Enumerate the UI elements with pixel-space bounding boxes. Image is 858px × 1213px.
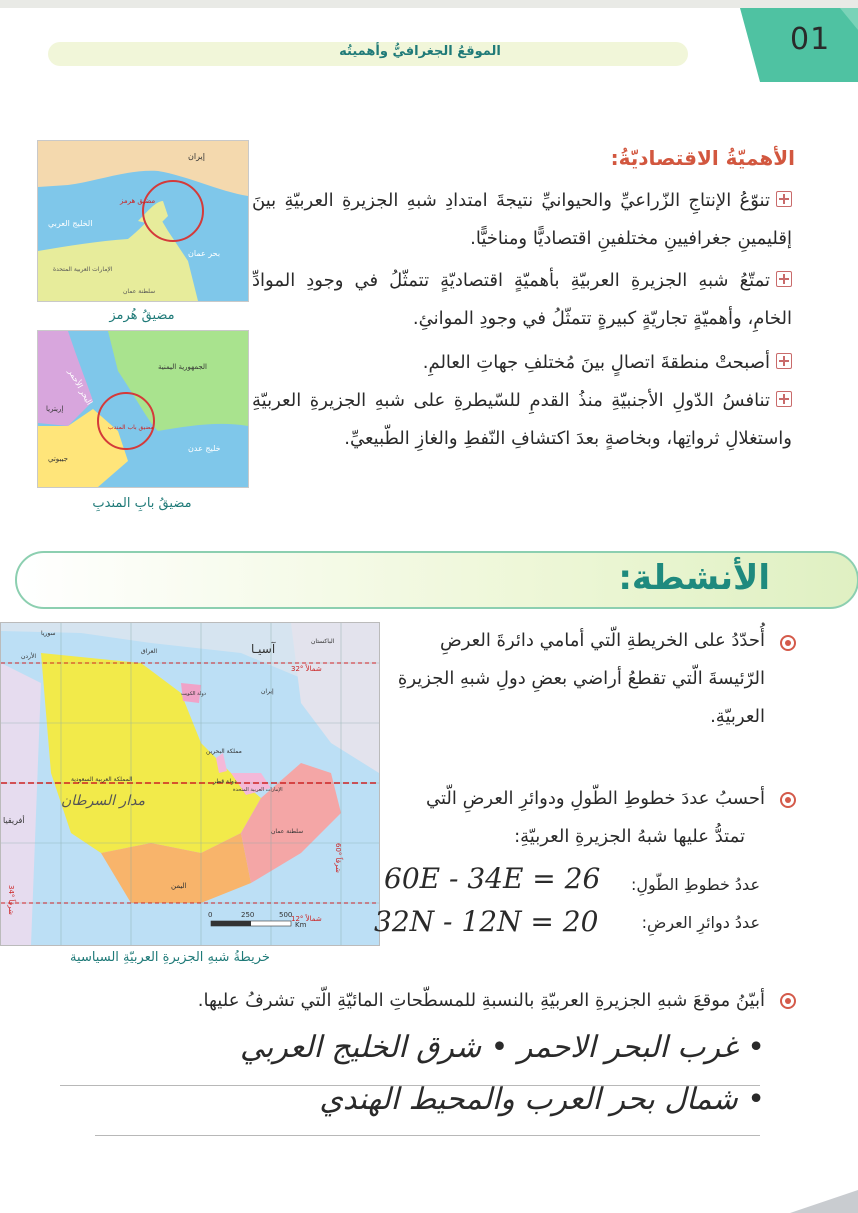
peninsula-map <box>0 622 380 946</box>
label-pakistan: الباكستان <box>311 638 335 645</box>
peninsula-caption: خريطةُ شبهِ الجزيرةِ العربيّةِ السياسية <box>70 950 270 965</box>
bullet-text: تنافسُ الدّولِ الأجنبيّةِ منذُ القدمِ للسّيطرةِ على شبهِ الجزيرةِ العربيّةِ واستغلالِ ثرواتِها، وبخاصةٍ بعدَ اكتشافِ النّفطِ والغازِ الطّبيعيِّ. <box>252 390 792 449</box>
bab-map <box>37 330 249 488</box>
plus-bullet-icon <box>776 353 792 369</box>
scale-500: 500 <box>279 911 293 919</box>
label-yemen-pen: اليمن <box>171 882 187 890</box>
economic-bullet-1 <box>252 182 792 258</box>
lon-count-answer[interactable]: 60E - 34E = 26 <box>384 862 601 895</box>
label-lon34: 34° شرقاً <box>7 885 15 915</box>
label-jordan: الأردن <box>21 653 37 660</box>
label-aden: خليج عدن <box>188 444 221 453</box>
label-oman-pen: سلطنة عمان <box>271 828 304 835</box>
economic-bullet-2 <box>252 262 792 338</box>
label-iraq: العراق <box>141 648 158 655</box>
economic-bullet-4 <box>252 382 792 458</box>
label-uae: الإمارات العربية المتحدة <box>53 266 113 273</box>
answer-line-2 <box>95 1134 760 1136</box>
label-syria: سوريا <box>41 630 56 637</box>
bab-caption: مضيقُ بابِ المندبِ <box>92 496 192 511</box>
question-1: أُحدّدُ على الخريطةِ الّتي أمامي دائرةَ العرضِ الرّئيسةَ الّتي تقطعُ أراضي بعضِ دولِ شبهِ الجزيرةِ العربيّةِ. <box>397 630 765 727</box>
bullet-text: تنوّعُ الإنتاجِ الزّراعيِّ والحيوانيِّ نتيجةَ امتدادِ شبهِ الجزيرةِ العربيّةِ بينَ إقليمينِ جغرافيينِ مختلفينِ اقتصاديًّا ومناخيًّا. <box>252 190 792 249</box>
label-qatar: دولة قطر <box>213 778 237 785</box>
label-bab-strait: مضيق باب المندب <box>108 424 154 431</box>
page-title: الموقعُ الجغرافيُّ وأهميتُه <box>339 44 501 59</box>
label-iran: إيران <box>188 152 205 161</box>
label-africa: أفريقيا <box>3 816 25 825</box>
label-lon60: 60° شرقاً <box>334 843 342 873</box>
q2-bullet <box>780 792 796 812</box>
target-bullet-icon <box>780 635 796 651</box>
target-bullet-icon <box>780 792 796 808</box>
label-oman: سلطنة عمان <box>123 288 156 295</box>
label-oman-sea: بحر عمان <box>188 249 221 258</box>
q3-answer-line1[interactable]: • غرب البحر الاحمر • شرق الخليج العربي <box>240 1030 765 1065</box>
plus-bullet-icon <box>776 391 792 407</box>
scale-250: 250 <box>241 911 255 919</box>
label-gulf: الخليج العربي <box>48 219 93 228</box>
page-number: 01 <box>790 22 831 57</box>
lat-count-answer[interactable]: 32N - 12N = 20 <box>374 905 599 938</box>
label-kuwait: دولة الكويت <box>181 691 206 697</box>
question-3: أبيّنُ موقعَ شبهِ الجزيرةِ العربيّةِ بالنسبةِ للمسطّحاتِ المائيّةِ الّتي تشرفُ عليها. <box>197 990 765 1011</box>
label-asia: آسيـا <box>251 642 276 656</box>
lon-count-label: عددُ خطوطِ الطّولِ: <box>630 875 760 894</box>
bullet-text: أصبحتْ منطقةَ اتصالٍ بينَ مُختلفِ جهاتِ العالمِ. <box>422 352 770 373</box>
label-saudi: المملكة العربية السعودية <box>71 776 133 783</box>
q3-answer-line2[interactable]: • شمال بحر العرب والمحيط الهندي <box>319 1082 765 1117</box>
question-2-line1: أحسبُ عددَ خطوطِ الطّولِ ودوائرِ العرضِ الّتي <box>426 788 765 809</box>
bottom-corner-decoration <box>730 1190 858 1213</box>
label-red-sea: البحر الأحمر <box>66 367 95 407</box>
economic-bullet-3 <box>252 344 792 382</box>
label-tropic-handwritten: مدار السرطان <box>61 793 146 809</box>
q3-bullet <box>780 993 796 1013</box>
label-strait: مضيق هرمز <box>120 197 156 205</box>
bullet-text: تمتّعُ شبهِ الجزيرةِ العربيّةِ بأهميّةٍ اقتصاديّةٍ تتمثّلُ في وجودِ الموادِّ الخامِ، وأهميّةٍ تجاريّةٍ كبيرةٍ تتمثّلُ في وجودِ الموانئِ. <box>252 270 792 329</box>
label-eritrea: إريتريا <box>46 405 64 413</box>
target-bullet-icon <box>780 993 796 1009</box>
plus-bullet-icon <box>776 191 792 207</box>
hormuz-map <box>37 140 249 302</box>
label-uae-pen: الإمارات العربية المتحدة <box>233 787 283 793</box>
label-yemen: الجمهورية اليمنية <box>158 363 208 371</box>
label-iran-pen: إيران <box>261 688 274 695</box>
question-2-line2: تمتدُّ عليها شبهُ الجزيرةِ العربيّةِ: <box>514 826 745 847</box>
label-djibouti: جيبوتي <box>48 455 68 463</box>
scale-0: 0 <box>208 911 213 919</box>
scale-unit: Km <box>295 921 307 929</box>
label-lat12: 12° شمالاً <box>291 915 322 923</box>
label-lat32: 32° شمالاً <box>291 665 322 673</box>
economic-heading: الأهميّةُ الاقتصاديّةُ: <box>610 146 795 170</box>
hormuz-caption: مضيقُ هُرمز <box>109 308 175 323</box>
q1-bullet <box>780 635 796 655</box>
activities-title: الأنشطة: <box>618 558 770 598</box>
lat-count-label: عددُ دوائرِ العرضِ: <box>641 913 760 932</box>
plus-bullet-icon <box>776 271 792 287</box>
label-bahrain: مملكة البحرين <box>206 748 242 755</box>
